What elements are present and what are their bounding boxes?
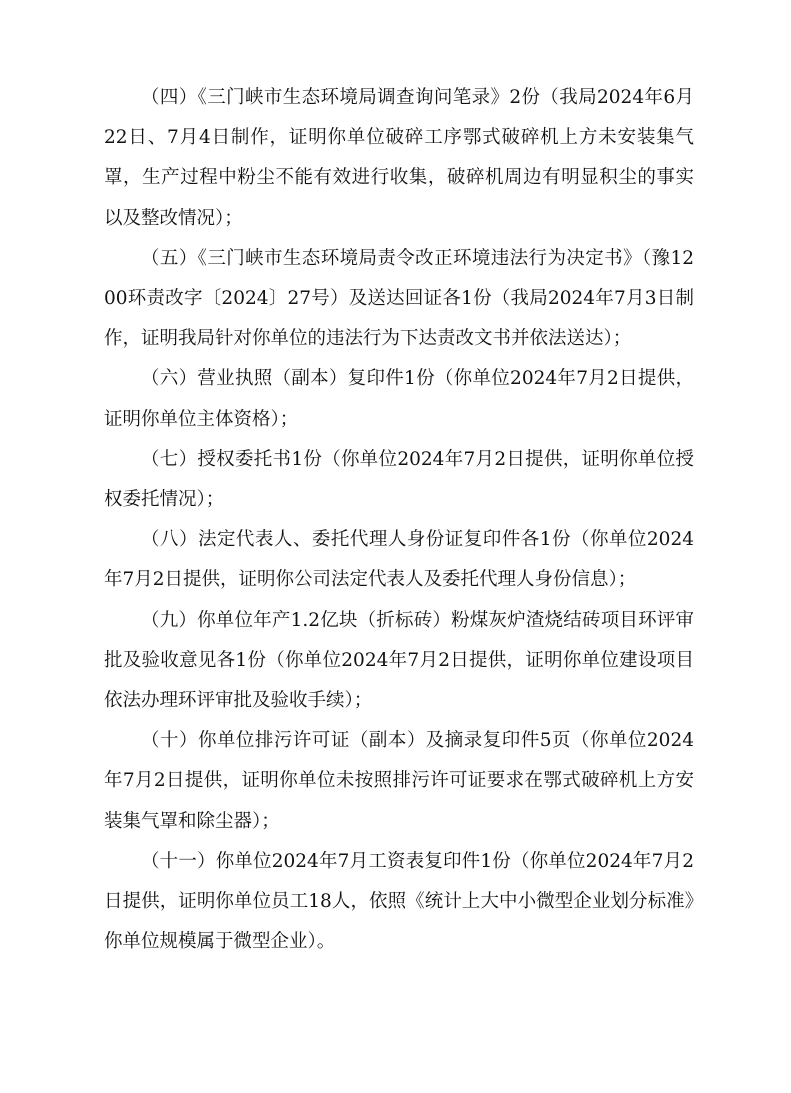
evidence-item-7: （七）授权委托书1份（你单位2024年7月2日提供，证明你单位授权委托情况）； [104, 448, 694, 511]
evidence-item-8: （八）法定代表人、委托代理人身份证复印件各1份（你单位2024年7月2日提供，证明你公司法定代表人及委托代理人身份信息）； [104, 529, 694, 591]
evidence-item-6: （六）营业执照（副本）复印件1份（你单位2024年7月2日提供，证明你单位主体资格）； [104, 368, 694, 430]
evidence-list [104, 78, 694, 962]
evidence-item-11: （十一）你单位2024年7月工资表复印件1份（你单位2024年7月2日提供，证明你单位员工18人，依照《统计上大中小微型企业划分标准》你单位规模属于微型企业）。 [104, 850, 694, 953]
evidence-item-4: （四）《三门峡市生态环境局调查询问笔录》2份（我局2024年6月22日、7月4日制作，证明你单位破碎工序鄂式破碎机上方未安装集气罩，生产过程中粉尘不能有效进行收集，破碎机周边有明显积尘的事实以及整改情况）； [104, 87, 694, 229]
evidence-item-9: （九）你单位年产1.2亿块（折标砖）粉煤灰炉渣烧结砖项目环评审批及验收意见各1份（你单位2024年7月2日提供，证明你单位建设项目依法办理环评审批及验收手续）； [104, 609, 694, 712]
evidence-item-10: （十）你单位排污许可证（副本）及摘录复印件5页（你单位2024年7月2日提供，证明你单位未按照排污许可证要求在鄂式破碎机上方安装集气罩和除尘器）； [104, 730, 694, 832]
evidence-item-5: （五）《三门峡市生态环境局责令改正环境违法行为决定书》（豫1200环责改字〔2024〕27号）及送达回证各1份（我局2024年7月3日制作，证明我局针对你单位的违法行为下达责改文书并依法送达）； [104, 247, 694, 350]
